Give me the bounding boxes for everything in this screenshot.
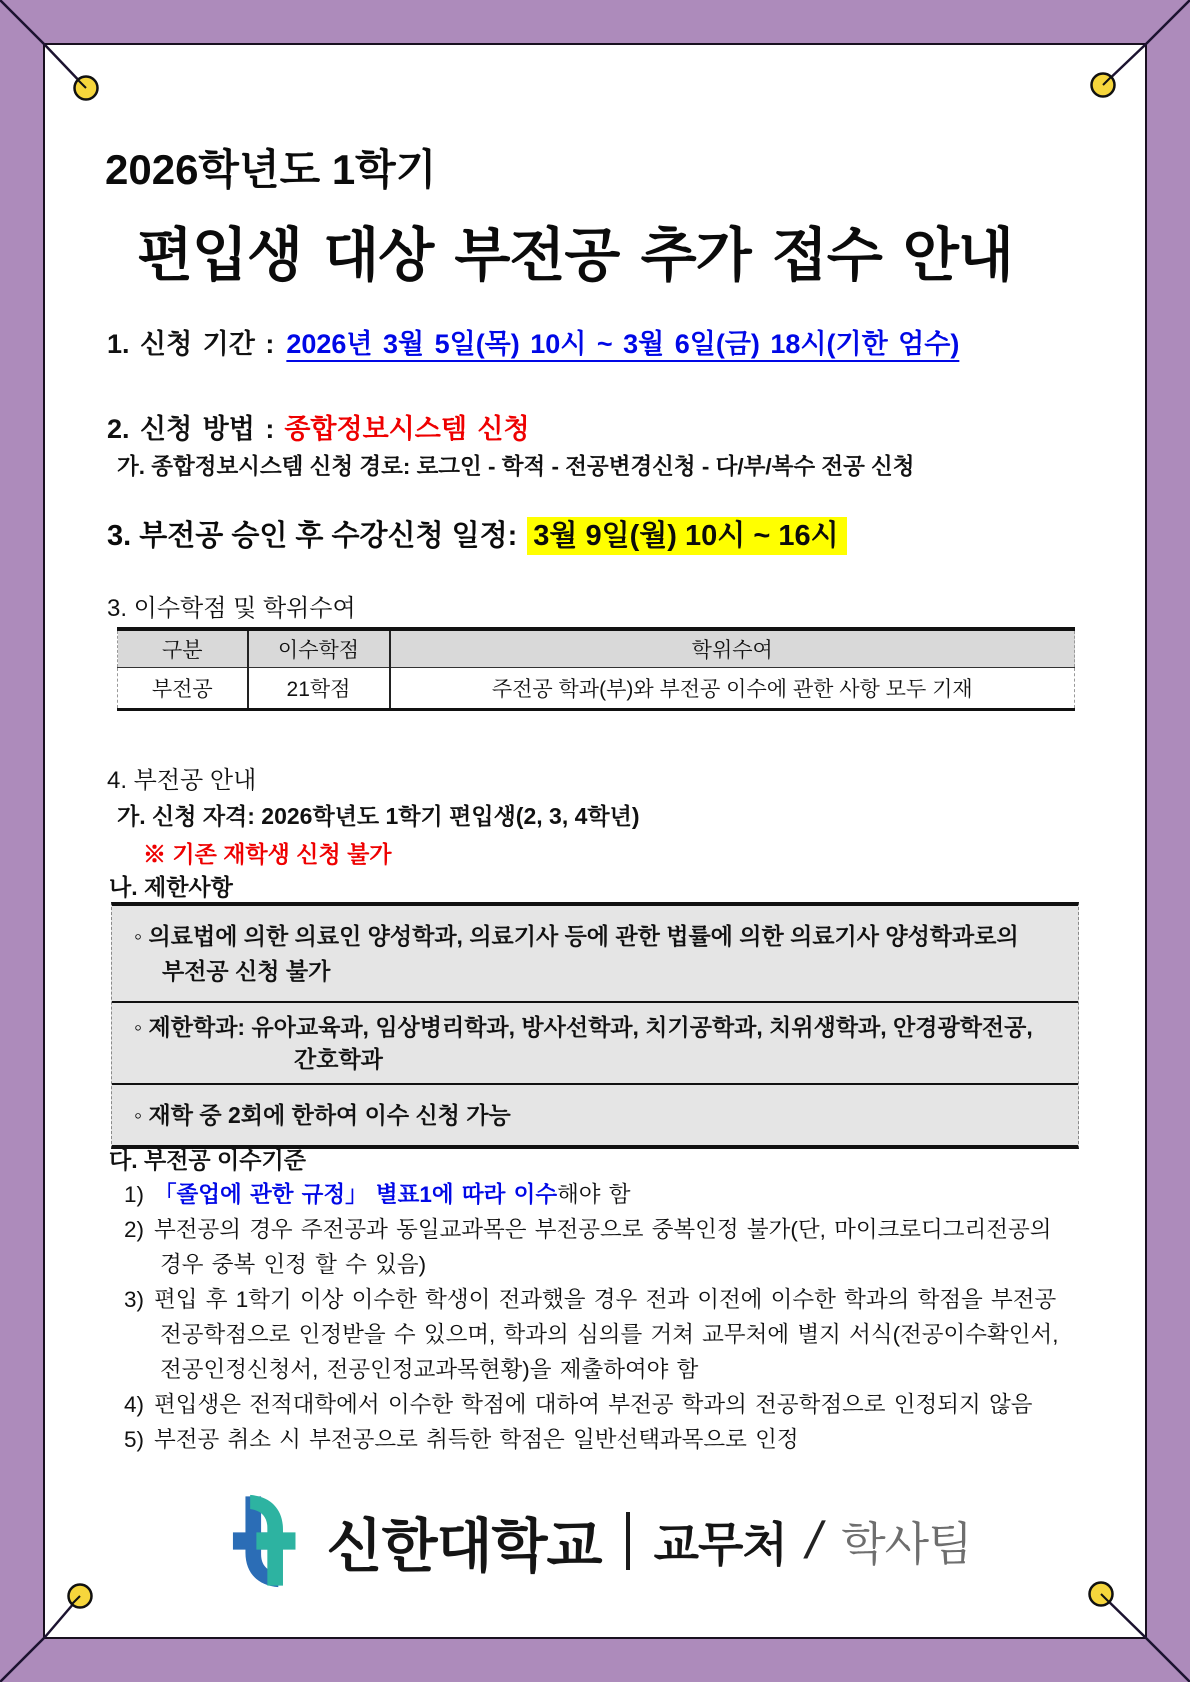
footer-divider-bar <box>626 1512 630 1570</box>
criteria-item <box>124 1177 1074 1212</box>
criteria-text: 해야 함 <box>557 1182 631 1207</box>
credits-table-row <box>118 667 1075 709</box>
team-name: 학사팀 <box>841 1518 972 1570</box>
restriction-text: ◦ 재학 중 2회에 한하여 이수 신청 가능 <box>134 1102 511 1128</box>
university-logo-icon <box>222 1493 308 1589</box>
course-registration-label: 3. 부전공 승인 후 수강신청 일정: <box>107 520 518 552</box>
footer-logo-block <box>45 1491 1149 1591</box>
eligibility-line: 가. 신청 자격: 2026학년도 1학기 편입생(2, 3, 4학년) <box>117 803 640 829</box>
term-heading: 2026학년도 1학기 <box>105 146 437 193</box>
restriction-item <box>112 906 1078 1003</box>
application-period-label: 1. 신청 기간 : <box>107 329 275 359</box>
application-method-label: 2. 신청 방법 : <box>107 414 275 444</box>
restriction-text-cont: 부전공 신청 불가 <box>162 958 331 984</box>
restriction-text: ◦ 제한학과: 유아교육과, 임상병리학과, 방사선학과, 치기공학과, 치위생학과, 안경광학전공, <box>134 1014 1033 1040</box>
criteria-number: 3) <box>124 1287 145 1312</box>
application-period-line <box>107 322 959 361</box>
restrictions-title: 나. 제한사항 <box>109 874 233 900</box>
application-method-line <box>107 407 530 446</box>
criteria-item <box>124 1212 1074 1282</box>
credits-header-degree: 학위수여 <box>390 629 1075 667</box>
footer-slash: / <box>800 1512 828 1570</box>
criteria-emphasis: 「졸업에 관한 규정」 별표1에 따라 이수 <box>154 1182 558 1207</box>
criteria-number: 2) <box>124 1217 145 1242</box>
credits-section-title: 3. 이수학점 및 학위수여 <box>107 595 356 622</box>
criteria-text: 부전공의 경우 주전공과 동일교과목은 부전공으로 중복인정 불가(단, 마이크로디그리전공의 경우 중복 인정 할 수 있음) <box>154 1217 1052 1277</box>
application-method-value: 종합정보시스템 신청 <box>284 414 530 444</box>
criteria-title: 다. 부전공 이수기준 <box>109 1147 306 1173</box>
notice-sheet <box>43 43 1147 1639</box>
credits-table <box>117 627 1075 711</box>
credits-cell-credit: 21학점 <box>248 667 390 709</box>
criteria-number: 4) <box>124 1392 145 1417</box>
credits-header-gubun: 구분 <box>118 629 248 667</box>
criteria-list <box>124 1177 1074 1457</box>
restriction-item <box>112 1003 1078 1085</box>
restriction-item <box>112 1085 1078 1145</box>
department-name: 교무처 <box>653 1517 787 1571</box>
restriction-text: ◦ 의료법에 의한 의료인 양성학과, 의료기사 등에 관한 법률에 의한 의료기사 양성학과로의 <box>134 923 1019 949</box>
criteria-number: 1) <box>124 1182 145 1207</box>
minor-guide-title: 4. 부전공 안내 <box>107 767 257 794</box>
page-title: 편입생 대상 부전공 추가 접수 안내 <box>137 223 1013 288</box>
application-path-line: 가. 종합정보시스템 신청 경로: 로그인 - 학적 - 전공변경신청 - 다/부/복수 전공 신청 <box>117 454 915 479</box>
credits-header-credit: 이수학점 <box>248 629 390 667</box>
application-period-value: 2026년 3월 5일(목) 10시 ~ 3월 6일(금) 18시(기한 엄수) <box>286 329 960 359</box>
credits-table-header-row <box>118 629 1075 667</box>
criteria-number: 5) <box>124 1427 145 1452</box>
criteria-text: 편입생은 전적대학에서 이수한 학점에 대하여 부전공 학과의 전공학점으로 인정되지 않음 <box>154 1392 1033 1417</box>
course-registration-line <box>107 513 847 554</box>
credits-cell-degree: 주전공 학과(부)와 부전공 이수에 관한 사항 모두 기재 <box>390 667 1075 709</box>
credits-cell-gubun: 부전공 <box>118 667 248 709</box>
restrictions-box <box>111 902 1079 1149</box>
criteria-item <box>124 1387 1074 1422</box>
university-name: 신한대학교 <box>326 1514 602 1579</box>
criteria-text: 부전공 취소 시 부전공으로 취득한 학점은 일반선택과목으로 인정 <box>154 1427 799 1452</box>
course-registration-highlight: 3월 9일(월) 10시 ~ 16시 <box>527 517 846 555</box>
criteria-text: 편입 후 1학기 이상 이수한 학생이 전과했을 경우 전과 이전에 이수한 학과의 학점을 부전공 전공학점으로 인정받을 수 있으며, 학과의 심의를 거쳐 교무처에 별지 서식(전공이수확인서, 전공인정신청서, 전공인정교과목현황)을 제출하여야 함 <box>154 1287 1059 1382</box>
eligibility-warning: ※ 기존 재학생 신청 불가 <box>143 841 392 867</box>
criteria-item <box>124 1282 1074 1387</box>
criteria-item <box>124 1422 1074 1457</box>
restriction-text-cont: 간호학과 <box>294 1046 383 1072</box>
